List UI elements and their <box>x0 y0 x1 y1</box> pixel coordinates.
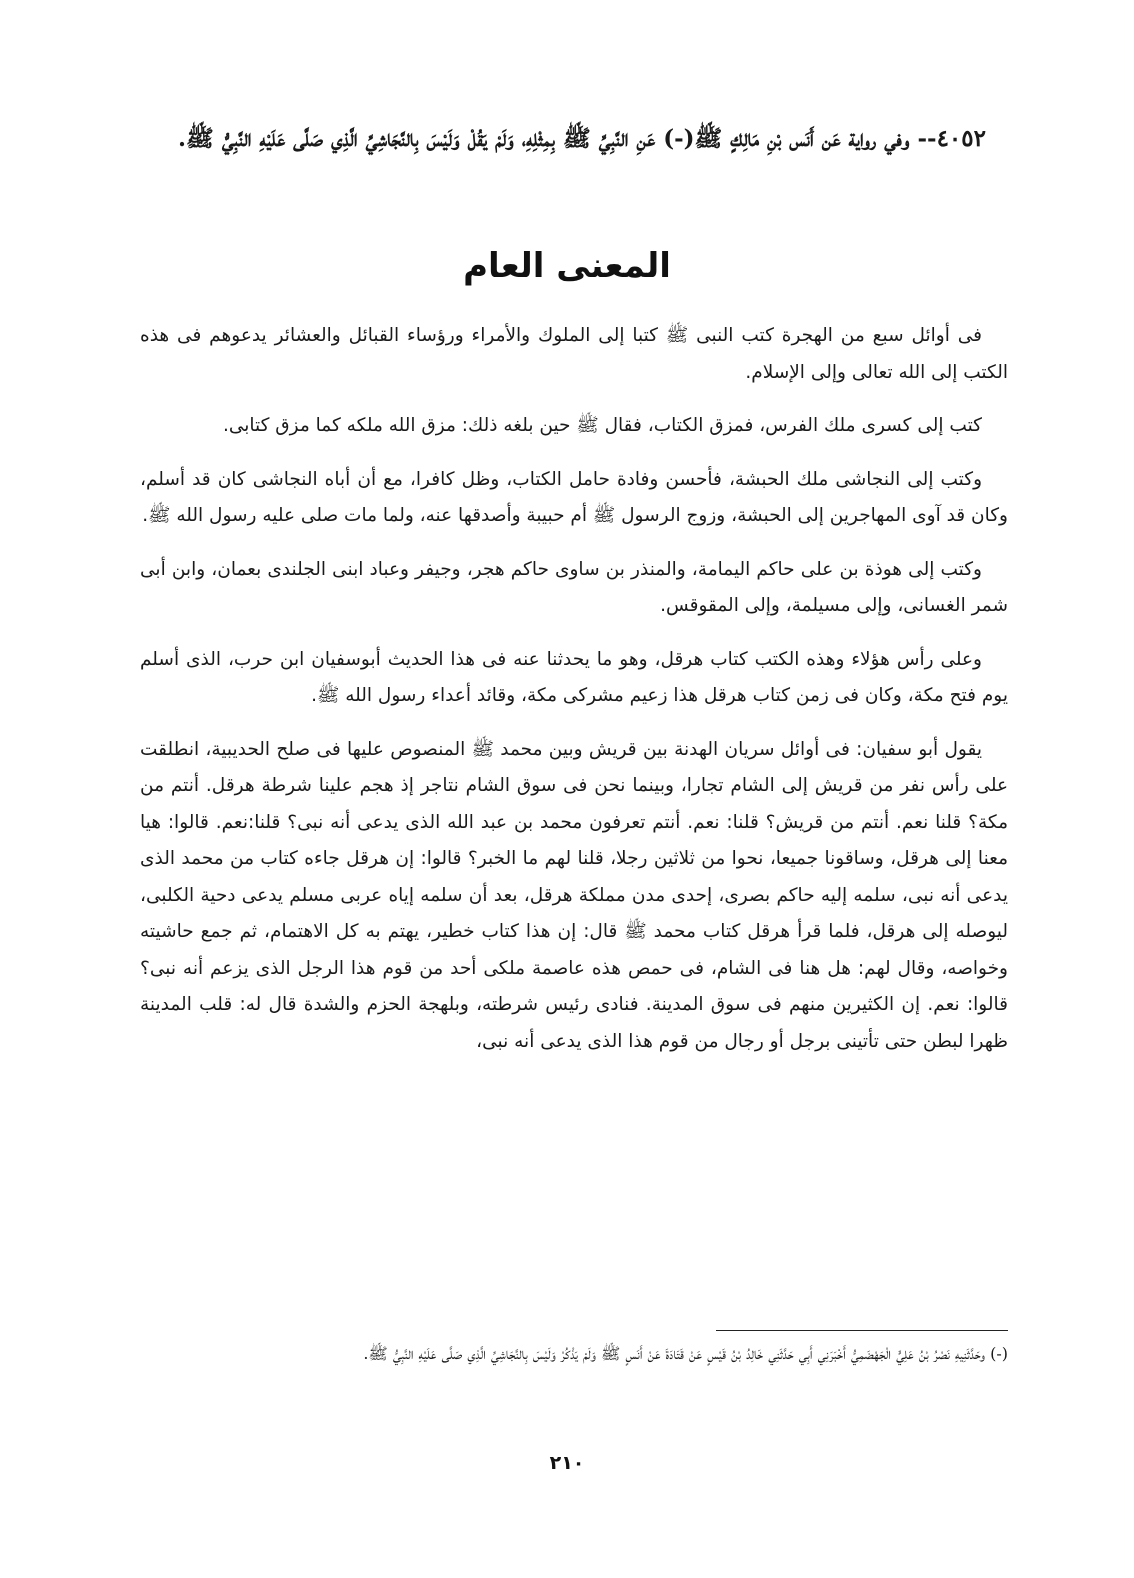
commentary-body <box>140 318 1008 1060</box>
paragraph-5: وعلى رأس هؤلاء وهذه الكتب كتاب هرقل، وهو ما يحدثنا عنه فى هذا الحديث أبوسفيان ابن حرب، الذى أسلم يوم فتح مكة، وكان فى زمن كتاب هرقل هذا زعيم مشركى مكة، وقائد أعداء رسول الله ﷺ. <box>140 648 1008 706</box>
section-heading: المعنى العام <box>463 246 671 286</box>
paragraph-3: وكتب إلى النجاشى ملك الحبشة، فأحسن وفادة حامل الكتاب، وظل كافرا، مع أن أباه النجاشى كان قد أسلم، وكان قد آوى المهاجرين إلى الحبشة، وزوج الرسول ﷺ أم حبيبة وأصدقها عنه، ولما مات صلى عليه رسول الله ﷺ. <box>140 468 1008 526</box>
hadith-text: ٤٠٥٢-- وفي رواية عَن أَنَس بْنِ مَالِكٍ ﷺ(-) عَنِ النَّبِيِّ ﷺ بِمِثْلِهِ، وَلَمْ يَقُلْ وَلَيْسَ بِالنَّجَاشِيِّ الَّذِي صَلَّى عَلَيْهِ النَّبِيُّ ﷺ. <box>178 125 986 152</box>
footnote: (-) وحَدَّثَنِيهِ نَصْرُ بْنُ عَلِيٍّ الْجَهْضَمِيُّ أَخْبَرَنِي أَبِي حَدَّثَنِي خَالِدُ بْنُ قَيْسٍ عَنْ قَتَادَةَ عَنْ أَنَسٍ ﷺ وَلَمْ يَذْكُرْ وَلَيْسَ بِالنَّجَاشِيِّ الَّذِي صَلَّى عَلَيْهِ النَّبِيُّ ﷺ. <box>363 1344 1008 1363</box>
paragraph-6: يقول أبو سفيان: فى أوائل سريان الهدنة بين قريش وبين محمد ﷺ المنصوص عليها فى صلح الحديبية، انطلقت على رأس نفر من قريش إلى الشام تجارا، وبينما نحن فى سوق الشام نتاجر إذ هجم علينا شرطة هرقل. أنتم من مكة؟ قلنا نعم. أنتم من قريش؟ قلنا: نعم. أنتم تعرفون محمد بن عبد الله الذى يدعى أنه نبى؟ قلنا:نعم. قالوا: هيا معنا إلى هرقل، وساقونا جميعا، نحوا من ثلاثين رجلا، قلنا لهم ما الخبر؟ قالوا: إن هرقل جاءه كتاب من محمد الذى يدعى أنه نبى، سلمه إليه حاكم بصرى، إحدى مدن مملكة هرقل، بعد أن سلمه إياه عربى مسلم يدعى دحية الكلبى، ليوصله إلى هرقل، فلما قرأ هرقل كتاب محمد ﷺ قال: إن هذا كتاب خطير، يهتم به كل الاهتمام، ثم جمع حاشيته وخواصه، وقال لهم: هل هنا فى الشام، فى حمص هذه عاصمة ملكى أحد من قوم هذا الرجل الذى يزعم أنه نبى؟ قالوا: نعم. إن الكثيرين منهم فى سوق المدينة. فنادى رئيس شرطته، وبلهجة الحزم والشدة قال له: قلب المدينة ظهرا لبطن حتى تأتينى برجل أو رجال من قوم هذا الذى يدعى أنه نبى، <box>140 738 1008 1052</box>
paragraph-4: وكتب إلى هوذة بن على حاكم اليمامة، والمنذر بن ساوى حاكم هجر، وجيفر وعباد ابنى الجلندى بعمان، وابن أبى شمر الغسانى، وإلى مسيلمة، وإلى المقوقس. <box>140 558 1008 616</box>
paragraph-1: فى أوائل سبع من الهجرة كتب النبى ﷺ كتبا إلى الملوك والأمراء ورؤساء القبائل والعشائر يدعوهم فى هذه الكتب إلى الله تعالى وإلى الإسلام. <box>140 325 1008 383</box>
paragraph-2: كتب إلى كسرى ملك الفرس، فمزق الكتاب، فقال ﷺ حين بلغه ذلك: مزق الله ملكه كما مزق كتابى. <box>222 415 982 436</box>
page-number: ٢١٠ <box>549 1452 585 1474</box>
footnote-divider <box>716 1330 1008 1331</box>
